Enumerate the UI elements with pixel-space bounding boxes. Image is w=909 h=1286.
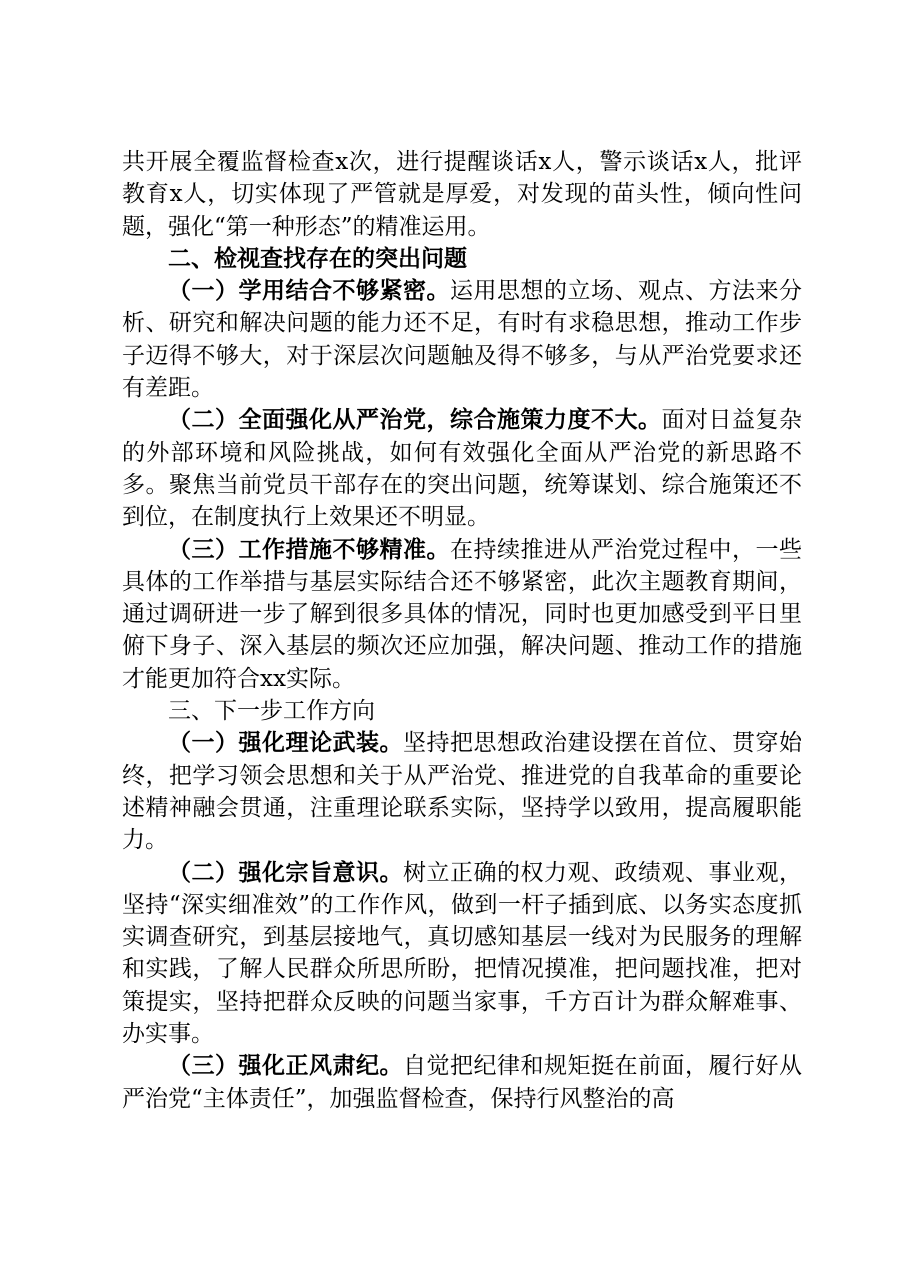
paragraph-direction-1 bbox=[122, 727, 802, 856]
paragraph-lead: （三）强化正风肃纪。 bbox=[168, 1052, 403, 1080]
paragraph-lead: （二）强化宗旨意识。 bbox=[168, 858, 403, 886]
paragraph-continuation bbox=[122, 146, 802, 243]
paragraph-lead: （一）强化理论武装。 bbox=[168, 729, 403, 757]
paragraph-text: 自觉把纪律和规矩挺在前面，履行好从严治党“主体责任”，加强监督检查，保持行风整治的高 bbox=[122, 1053, 802, 1112]
paragraph-direction-3 bbox=[122, 1050, 802, 1115]
paragraph-text: 在持续推进从严治党过程中，一些具体的工作举措与基层实际结合还不够紧密，此次主题教育期间，通过调研进一步了解到很多具体的情况，同时也更加感受到平日里俯下身子、深入基层的频次还应加强，解决问题、推动工作的措施才能更加符合xx实际。 bbox=[122, 536, 802, 692]
heading-text: 三、下一步工作方向 bbox=[168, 698, 375, 725]
paragraph-problem-3 bbox=[122, 534, 802, 695]
paragraph-problem-2 bbox=[122, 404, 802, 533]
paragraph-problem-1 bbox=[122, 275, 802, 404]
heading-text: 二、检视查找存在的突出问题 bbox=[168, 245, 467, 272]
paragraph-text: 运用思想的立场、观点、方法来分析、研究和解决问题的能力还不足，有时有求稳思想，推动工作步子迈得不够大，对于深层次问题触及得不够多，与从严治党要求还有差距。 bbox=[122, 278, 802, 402]
paragraph-text: 面对日益复杂的外部环境和风险挑战，如何有效强化全面从严治党的新思路不多。聚焦当前党员干部存在的突出问题，统筹谋划、综合施策还不到位，在制度执行上效果还不明显。 bbox=[122, 407, 802, 531]
paragraph-text: 树立正确的权力观、政绩观、事业观，坚持“深实细准效”的工作作风，做到一杆子插到底、以务实态度抓实调查研究，到基层接地气，真切感知基层一线对为民服务的理解和实践，了解人民群众所思所盼，把情况摸准，把问题找准，把对策提实，坚持把群众反映的问题当家事，千方百计为群众解难事、办实事。 bbox=[122, 859, 802, 1048]
section-heading-next-steps bbox=[122, 695, 802, 727]
document-page bbox=[122, 146, 802, 1115]
paragraph-lead: （一）学用结合不够紧密。 bbox=[168, 277, 450, 305]
paragraph-lead: （三）工作措施不够精准。 bbox=[168, 535, 450, 563]
paragraph-text: 坚持把思想政治建设摆在首位、贯穿始终，把学习领会思想和关于从严治党、推进党的自我革命的重要论述精神融会贯通，注重理论联系实际，坚持学以致用，提高履职能力。 bbox=[122, 730, 802, 854]
paragraph-lead: （二）全面强化从严治党，综合施策力度不大。 bbox=[168, 406, 662, 434]
paragraph-direction-2 bbox=[122, 857, 802, 1051]
section-heading-problems bbox=[122, 243, 802, 275]
paragraph-text: 共开展全覆监督检查x次，进行提醒谈话x人，警示谈话x人，批评教育x人，切实体现了严管就是厚爱，对发现的苗头性，倾向性问题，强化“第一种形态”的精准运用。 bbox=[122, 149, 802, 240]
